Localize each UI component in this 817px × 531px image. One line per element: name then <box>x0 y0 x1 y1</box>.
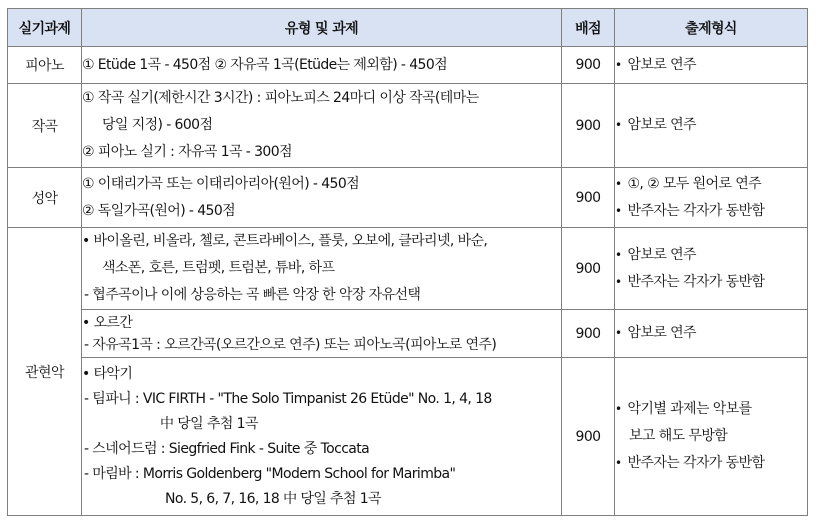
category-cell: 작곡 <box>8 84 82 168</box>
format-cell <box>615 358 808 516</box>
score-cell: 900 <box>562 358 615 516</box>
format-cell <box>615 47 808 84</box>
score-cell: 900 <box>562 228 615 310</box>
category-cell: 관현악 <box>8 228 82 516</box>
format-item: • 반주자는 각자가 동반함 <box>615 450 807 477</box>
format-item: • 반주자는 각자가 동반함 <box>615 269 807 296</box>
format-cell <box>615 310 808 358</box>
table-row <box>8 168 808 228</box>
task-cell <box>82 84 562 168</box>
score-cell: 900 <box>562 47 615 84</box>
task-line: ② 독일가곡(원어) - 450점 <box>82 202 236 219</box>
format-item: • ①, ② 모두 원어로 연주 <box>615 171 807 198</box>
task-line: 中 당일 추첨 1곡 <box>160 415 258 432</box>
header-task: 유형 및 과제 <box>82 9 562 47</box>
format-item: • 암보로 연주 <box>615 112 807 139</box>
format-cell <box>615 168 808 228</box>
table-row <box>8 358 808 516</box>
task-line: ① 작곡 실기(제한시간 3시간) : 피아노피스 24마디 이상 작곡(테마는 <box>82 90 479 106</box>
task-line: - 팀파니 : VIC FIRTH - "The Solo Timpanist 26 Etüde" No. 1, 4, 18 <box>84 390 492 407</box>
header-category: 실기과제 <box>8 9 82 47</box>
format-item: • 암보로 연주 <box>615 320 807 347</box>
header-score: 배점 <box>562 9 615 47</box>
score-cell: 900 <box>562 310 615 358</box>
format-cell <box>615 84 808 168</box>
score-cell: 900 <box>562 84 615 168</box>
task-line: • 바이올린, 비올라, 첼로, 콘트라베이스, 플룻, 오보에, 클라리넷, 바순, <box>82 233 488 249</box>
task-cell <box>82 310 562 358</box>
format-item: • 암보로 연주 <box>615 242 807 269</box>
table-row <box>8 84 808 168</box>
category-cell: 피아노 <box>8 47 82 84</box>
task-line: • 오르간 <box>82 314 133 331</box>
category-cell: 성악 <box>8 168 82 228</box>
header-format: 출제형식 <box>615 9 808 47</box>
task-line: ② 피아노 실기 : 자유곡 1곡 - 300점 <box>82 144 292 160</box>
task-line: - 마림바 : Morris Goldenberg "Modern School for Marimba" <box>84 465 456 482</box>
exam-table <box>7 8 808 516</box>
task-line: No. 5, 6, 7, 16, 18 中 당일 추첨 1곡 <box>165 490 381 507</box>
format-item: • 암보로 연주 <box>615 52 807 79</box>
header-row <box>8 9 808 47</box>
task-line: 당일 지정) - 600점 <box>102 117 213 133</box>
task-cell <box>82 228 562 310</box>
task-line: - 스네어드럼 : Siegfried Fink - Suite 중 Toccata <box>84 440 370 457</box>
table-row <box>8 310 808 358</box>
task-line: - 협주곡이나 이에 상응하는 곡 빠른 악장 한 악장 자유선택 <box>84 287 421 303</box>
task-cell <box>82 168 562 228</box>
table-row <box>8 47 808 84</box>
task-line: • 타악기 <box>82 365 133 382</box>
task-line: 색소폰, 호른, 트럼펫, 트럼본, 튜바, 하프 <box>102 260 335 276</box>
score-cell: 900 <box>562 168 615 228</box>
format-item: • 반주자는 각자가 동반함 <box>615 198 807 225</box>
task-cell <box>82 47 562 84</box>
format-item: • 악기별 과제는 악보를 <box>615 396 807 423</box>
task-cell <box>82 358 562 516</box>
task-line: ① 이태리가곡 또는 이태리아리아(원어) - 450점 <box>82 175 360 192</box>
task-line: ① Etüde 1곡 - 450점 ② 자유곡 1곡(Etüde는 제외함) - 450점 <box>82 56 448 73</box>
task-line: - 자유곡1곡 : 오르간곡(오르간으로 연주) 또는 피아노곡(피아노로 연주) <box>84 336 497 353</box>
format-cell <box>615 228 808 310</box>
table-row <box>8 228 808 310</box>
format-item: 보고 해도 무방함 <box>629 428 728 444</box>
